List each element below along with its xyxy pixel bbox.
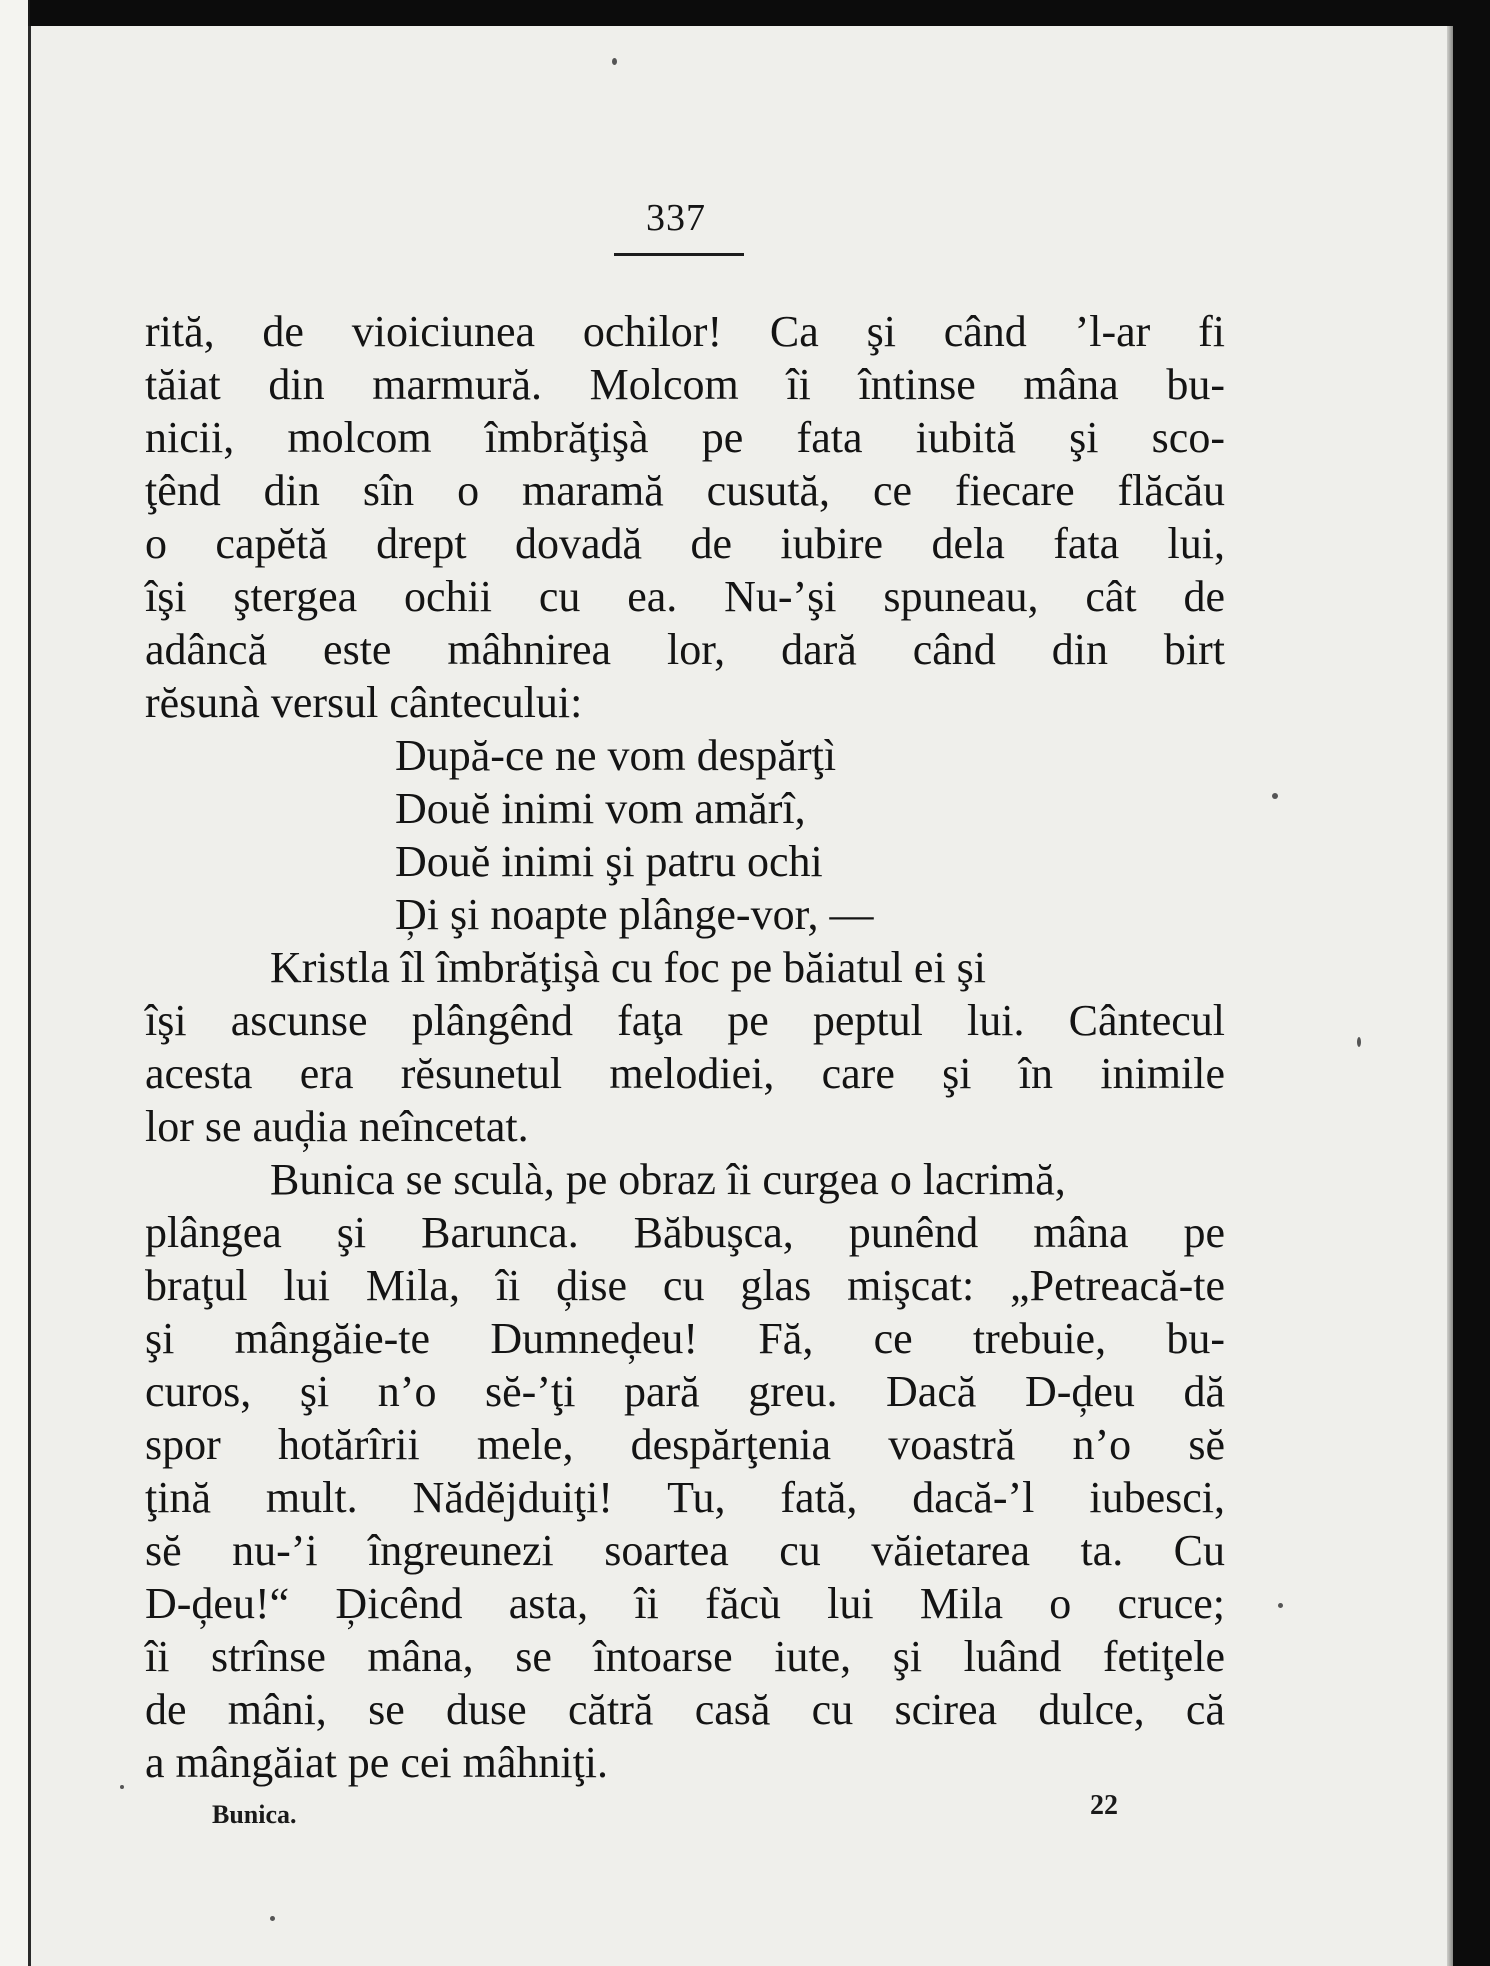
- text-line: sĕ nu-’i îngreunezi soartea cu văietarea ta. Cu: [145, 1526, 1225, 1575]
- text-line: rĕsunà versul cântecului:: [145, 678, 583, 727]
- text-line: nicii, molcom îmbrăţişà pe fata iubită şi sco-: [145, 413, 1225, 462]
- text-line: îşi ascunse plângênd faţa pe peptul lui. Cântecul: [145, 996, 1225, 1045]
- footer-signature: Bunica.: [212, 1800, 297, 1829]
- scan-speck: [270, 1916, 275, 1921]
- text-line: acesta era rĕsunetul melodiei, care şi în inimile: [145, 1049, 1225, 1098]
- scan-top-border: [0, 0, 1490, 26]
- text-line: Kristla îl îmbrăţişà cu foc pe băiatul ei şi: [270, 943, 987, 992]
- text-line: tăiat din marmură. Molcom îi întinse mâna bu-: [145, 360, 1225, 409]
- text-line: lor se auḑia neîncetat.: [145, 1102, 529, 1151]
- footer-sheet-number: 22: [1090, 1790, 1118, 1821]
- text-line: ţênd din sîn o maramă cusută, ce fiecare flăcău: [145, 466, 1225, 515]
- scan-speck: [1278, 1603, 1283, 1608]
- verse-line: Douĕ inimi vom amărî,: [395, 784, 806, 833]
- page-right-edge: [1447, 26, 1453, 1966]
- text-line: spor hotărîrii mele, despărţenia voastră n’o sĕ: [145, 1420, 1225, 1469]
- text-line: Bunica se sculà, pe obraz îi curgea o lacrimă,: [270, 1155, 1066, 1204]
- text-line: şi mângăie-te Dumneḑeu! Fă, ce trebuie, bu-: [145, 1314, 1225, 1363]
- text-line: ţină mult. Nădĕjduiţi! Tu, fată, dacă-’l iubesci,: [145, 1473, 1225, 1522]
- text-line: braţul lui Mila, îi ḑise cu glas mişcat: „Petreacă-te: [145, 1261, 1225, 1310]
- text-line: de mâni, se duse cătră casă cu scirea dulce, că: [145, 1685, 1225, 1734]
- text-line: curos, şi n’o sĕ-’ţi pară greu. Dacă D-ḑeu dă: [145, 1367, 1225, 1416]
- verse-line: Ḑi şi noapte plânge-vor, —: [395, 890, 874, 939]
- text-line: o capĕtă drept dovadă de iubire dela fata lui,: [145, 519, 1225, 568]
- text-line: rită, de vioiciunea ochilor! Ca şi când ’l-ar fi: [145, 307, 1225, 356]
- scan-speck: [612, 58, 617, 65]
- verse-line: Douĕ inimi şi patru ochi: [395, 837, 823, 886]
- text-line: plângea şi Barunca. Băbuşca, punênd mâna pe: [145, 1208, 1225, 1257]
- scan-speck: [1272, 793, 1278, 799]
- text-line: a mângăiat pe cei mâhniţi.: [145, 1738, 609, 1787]
- scan-speck: [1357, 1037, 1361, 1047]
- page-number: 337: [646, 197, 706, 239]
- text-line: îi strînse mâna, se întoarse iute, şi luând fetiţele: [145, 1632, 1225, 1681]
- verse-line: După-ce ne vom despărţì: [395, 731, 837, 780]
- text-line: adâncă este mâhnirea lor, dară când din birt: [145, 625, 1225, 674]
- text-line: D-ḑeu!“ Ḑicênd asta, îi făcù lui Mila o cruce;: [145, 1579, 1225, 1628]
- text-line: îşi ştergea ochii cu ea. Nu-’şi spuneau, cât de: [145, 572, 1225, 621]
- previous-page-edge: [0, 0, 30, 1966]
- page-number-rule: [614, 253, 744, 256]
- scan-speck: [120, 1785, 124, 1789]
- body-text: [145, 305, 1225, 1789]
